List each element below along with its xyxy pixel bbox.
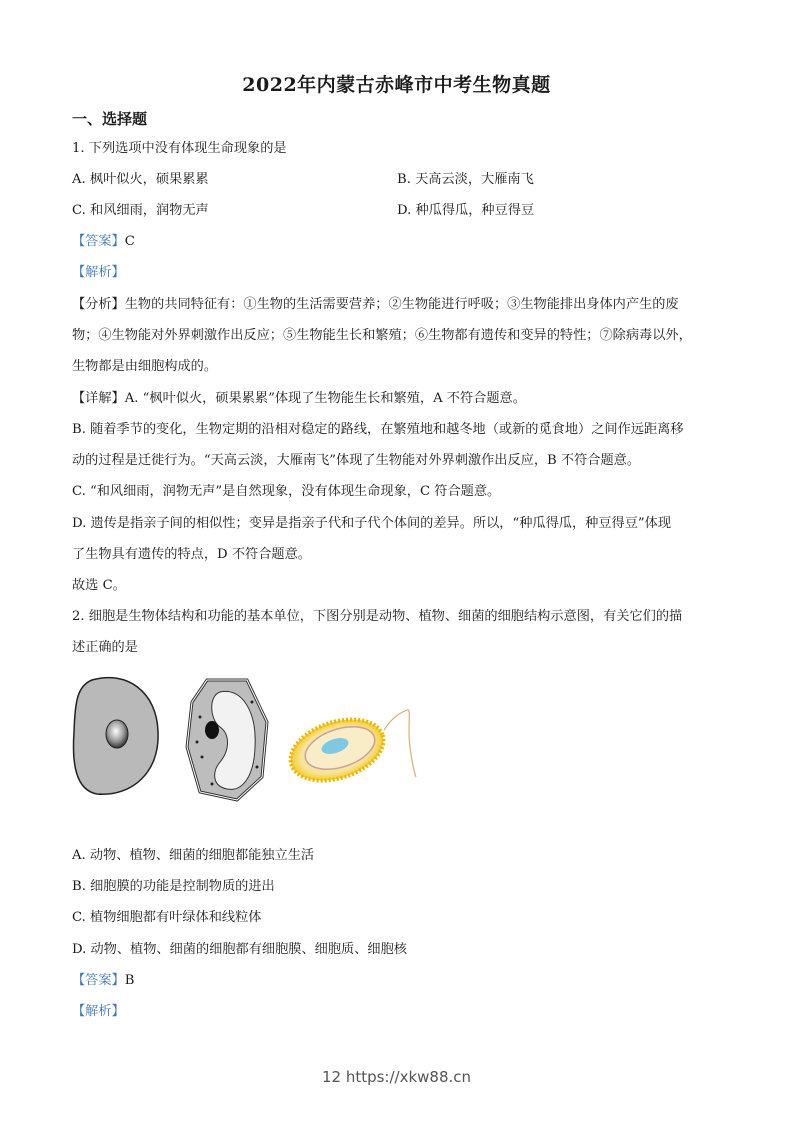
q1-detail-line: C. “和风细雨，润物无声”是自然现象，没有体现生命现象，C 符合题意。: [72, 484, 501, 499]
q1-detail-line: 了生物具有遗传的特点，D 不符合题意。: [72, 547, 311, 562]
q1-detail-line: 【详解】A. “枫叶似火，硕果累累”体现了生物能生长和繁殖，A 不符合题意。: [72, 391, 526, 406]
answer-value: B: [124, 973, 135, 988]
q2-stem-line: 2. 细胞是生物体结构和功能的基本单位，下图分别是动物、植物、细菌的细胞结构示意图，有关它们的描: [72, 609, 683, 624]
q1-analysis-line: 【分析】生物的共同特征有：①生物的生活需要营养；②生物能进行呼吸；③生物能排出身体内产生的废: [72, 297, 679, 312]
q1-analysis-label: 【解析】: [72, 265, 125, 280]
q1-detail-line: D. 遗传是指亲子间的相似性；变异是指亲子代和子代个体间的差异。所以，“种瓜得瓜，种豆得豆”体现: [72, 516, 672, 531]
q2-option-d: D. 动物、植物、细菌的细胞都有细胞膜、细胞质、细胞核: [72, 942, 407, 957]
plant-cell-figure: [187, 680, 267, 800]
cell-diagrams: [72, 672, 432, 802]
q1-answer: [72, 233, 135, 251]
q1-detail-line: B. 随着季节的变化，生物定期的沿相对稳定的路线，在繁殖地和越冬地（或新的觅食地）之间作远距离移: [72, 422, 684, 437]
q1-option-c: C. 和风细雨，润物无声: [72, 203, 209, 218]
q2-stem-line: 述正确的是: [72, 640, 138, 655]
q1-option-b: B. 天高云淡，大雁南飞: [397, 172, 534, 187]
q2-option-c: C. 植物细胞都有叶绿体和线粒体: [72, 910, 262, 925]
animal-cell-figure: [73, 678, 158, 795]
q2-analysis-label: 【解析】: [72, 1004, 125, 1019]
q1-stem: 1. 下列选项中没有体现生命现象的是: [72, 141, 287, 156]
page-footer: 12 https://xkw88.cn: [321, 1068, 472, 1086]
answer-label: 【答案】: [72, 973, 125, 988]
q1-detail-line: 动的过程是迁徙行为。“天高云淡，大雁南飞”体现了生物能对外界刺激作出反应，B 不符合题意。: [72, 453, 641, 468]
q1-option-a: A. 枫叶似火，硕果累累: [72, 172, 209, 187]
q2-option-b: B. 细胞膜的功能是控制物质的进出: [72, 879, 275, 894]
q2-option-a: A. 动物、植物、细菌的细胞都能独立生活: [72, 848, 315, 863]
q2-answer: [72, 972, 134, 990]
section-heading: 一、选择题: [72, 110, 148, 128]
q1-analysis-line: 物；④生物能对外界刺激作出反应；⑤生物能生长和繁殖；⑥生物都有遗传和变异的特性；⑦除病毒以外，: [72, 328, 692, 343]
q1-option-d: D. 种瓜得瓜，种豆得豆: [397, 203, 535, 218]
answer-label: 【答案】: [72, 234, 125, 249]
page-title: 2022年内蒙古赤峰市中考生物真题: [242, 74, 551, 96]
q1-detail-line: 故选 C。: [72, 578, 126, 593]
answer-value: C: [124, 234, 135, 249]
bacterial-cell-figure: [283, 709, 416, 792]
q1-analysis-line: 生物都是由细胞构成的。: [72, 359, 218, 374]
